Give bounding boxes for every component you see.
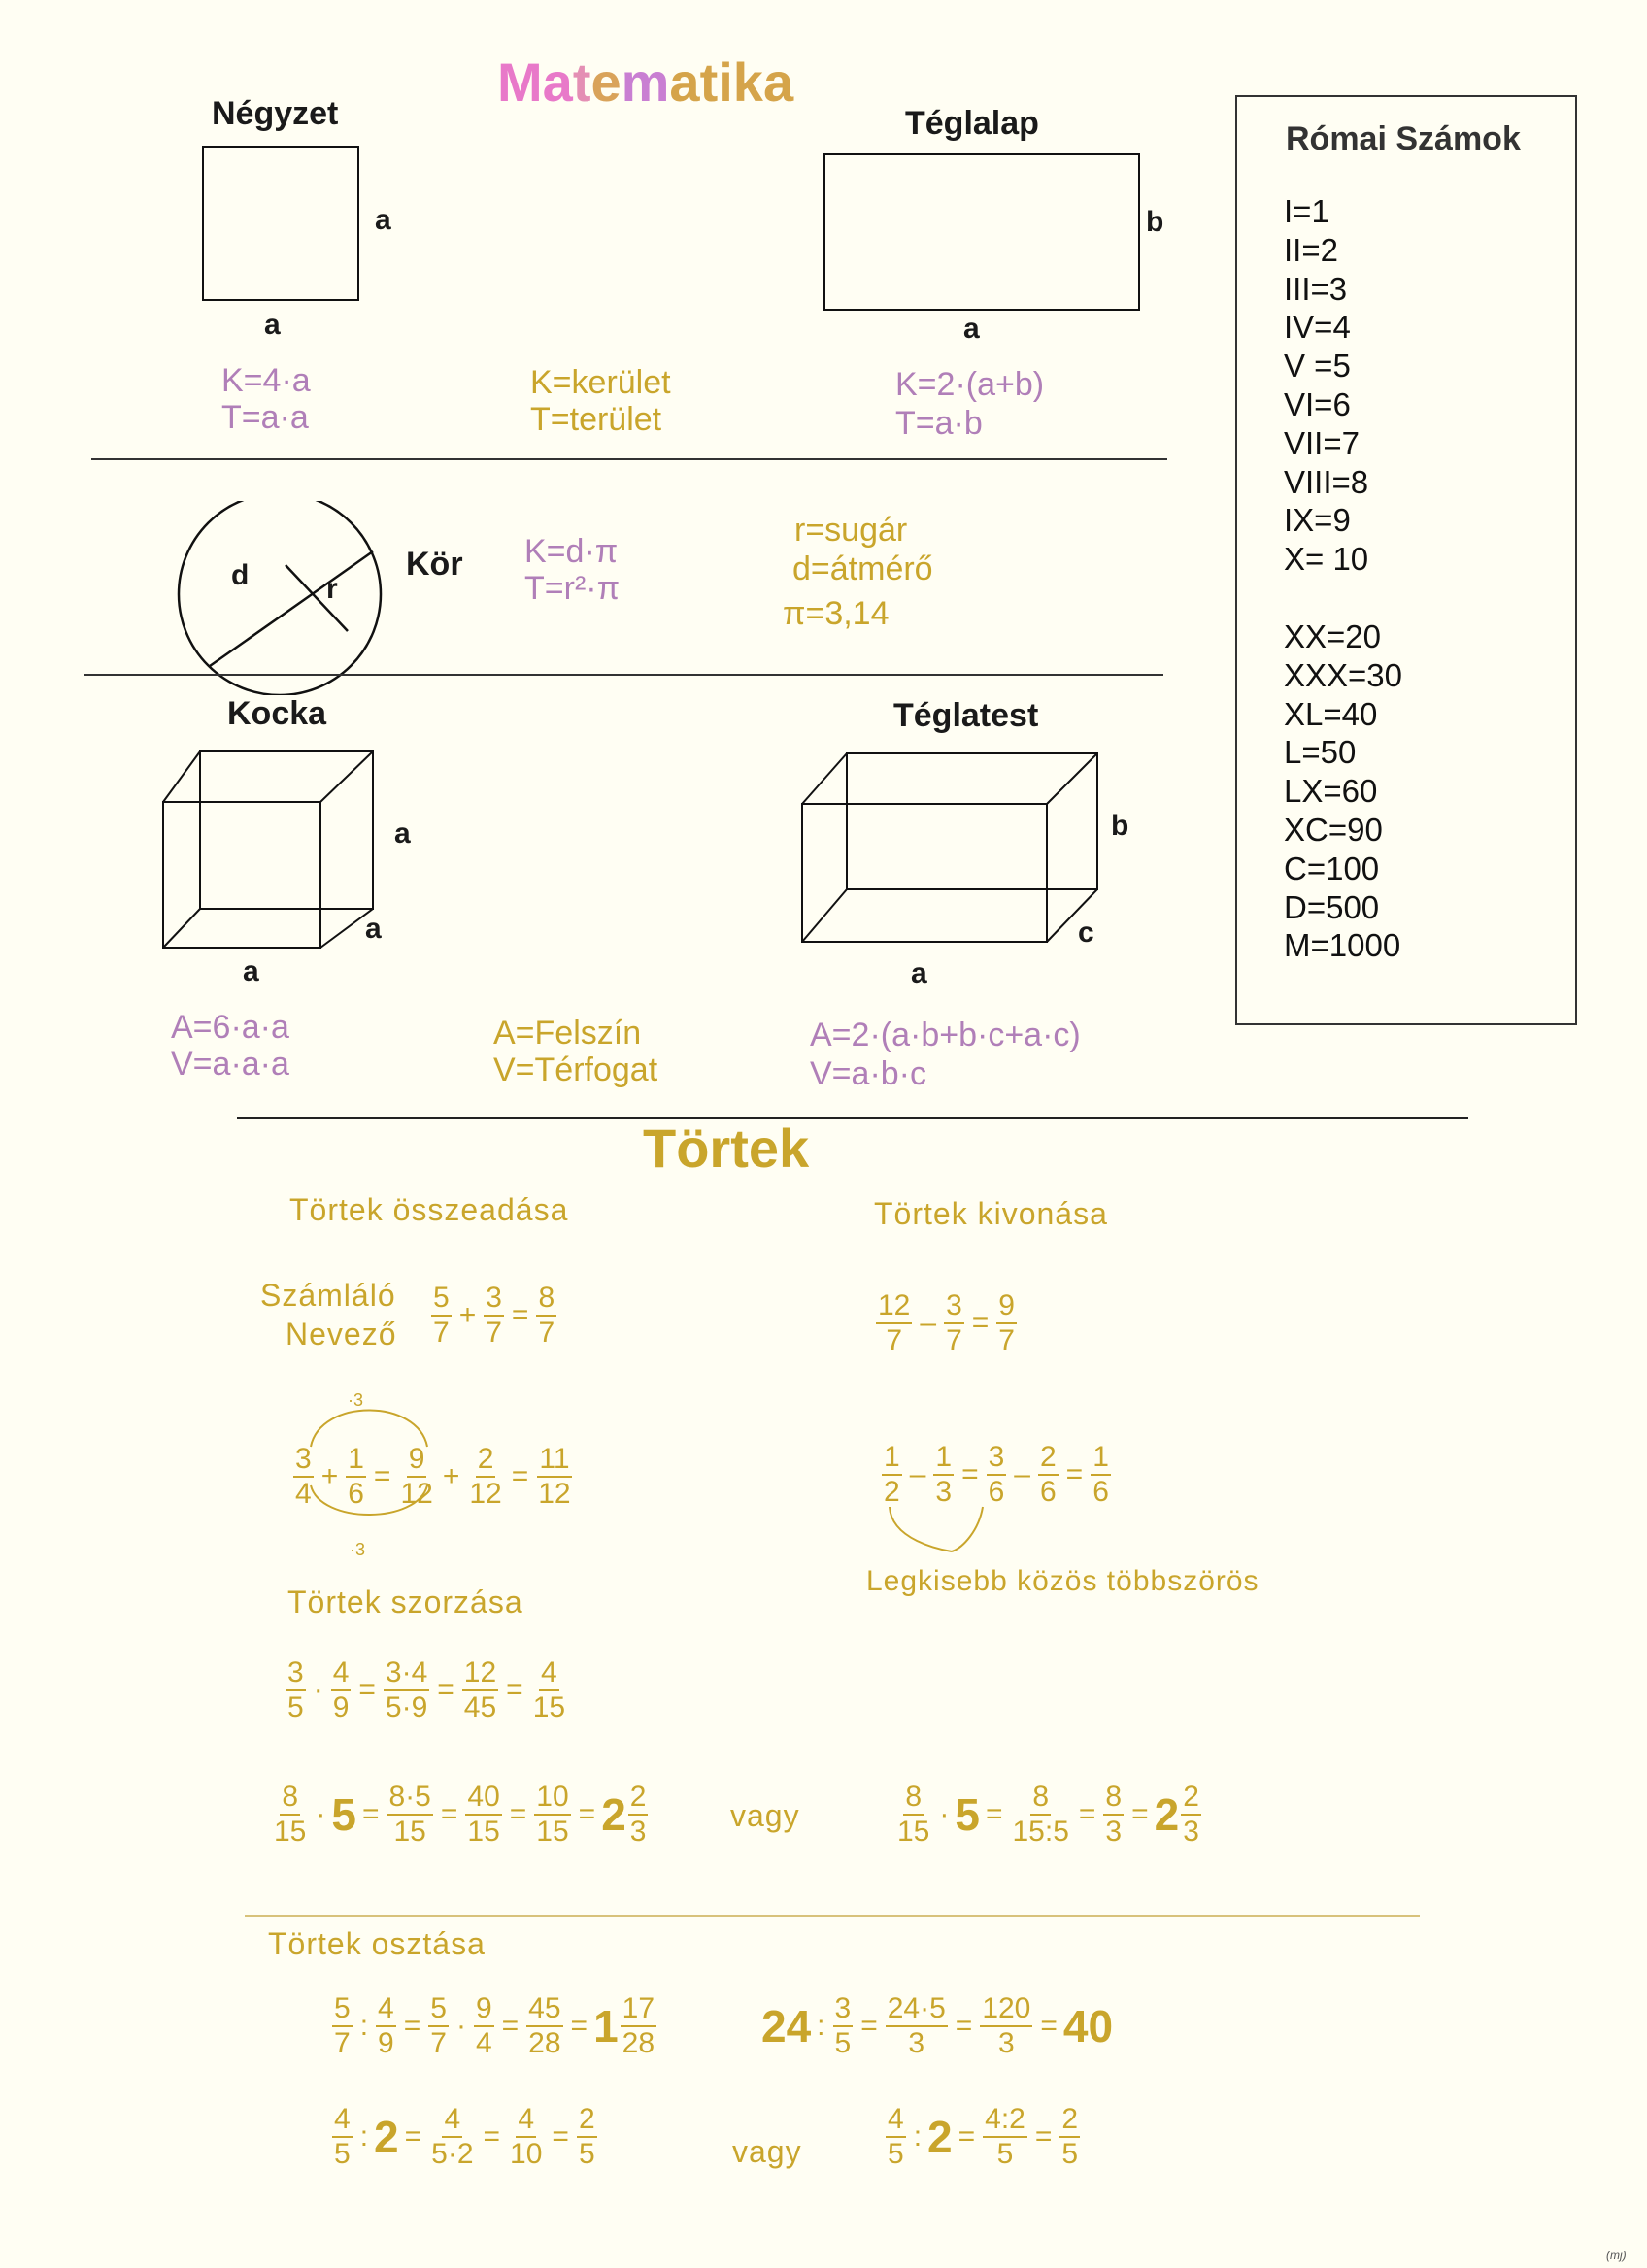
or-label-2: vagy [732, 2134, 802, 2169]
page-title [497, 50, 793, 114]
division-example-3: $\frac{4}{5}$ : 2 = $\frac{4}{5\cdot 2}$ = $\frac{4}{10}$ = $\frac{2}{5}$ [334, 2103, 595, 2170]
cuboid-diagram [796, 748, 1107, 951]
cube-side-depth: a [365, 913, 382, 945]
addition-example-2: $\frac{3}{4}$ + $\frac{1}{6}$ = $\frac{9}{12}$ + $\frac{2}{12}$ = $\frac{11}{12}$ [295, 1443, 571, 1510]
roman-numeral-item: C=100 [1284, 850, 1380, 886]
roman-numeral-item: IX=9 [1284, 502, 1351, 539]
square-side-bottom: a [264, 309, 281, 341]
multiplication-example-1: $\frac{3}{5}$ · $\frac{4}{9}$ = $\frac{3\cdot 4}{5\cdot 9}$ = $\frac{12}{45}$ = $\frac{4}{15}$ [287, 1656, 566, 1723]
square-shape [202, 146, 359, 301]
cuboid-side-depth: c [1078, 917, 1094, 949]
division-example-4: $\frac{4}{5}$ : 2 = $\frac{4:2}{5}$ = $\frac{2}{5}$ [888, 2103, 1079, 2170]
circle-radius-legend: r=sugár [794, 512, 908, 549]
times3-top-label: ·3 [348, 1390, 364, 1410]
title-letter: e [590, 51, 622, 113]
cuboid-side-right: b [1111, 810, 1129, 842]
times3-bottom-label: ·3 [350, 1540, 366, 1559]
roman-list-tens [1284, 617, 1402, 965]
cube-volume-formula: V=a·a·a [171, 1046, 289, 1083]
title-letter: i [718, 51, 733, 113]
roman-numeral-item: D=500 [1284, 888, 1380, 925]
cuboid-side-bottom: a [911, 957, 927, 989]
roman-numeral-item: L=50 [1284, 734, 1357, 771]
legend-volume: V=Térfogat [493, 1051, 658, 1088]
fraction-division-title: Törtek osztása [268, 1926, 486, 1961]
cuboid-surface-formula: A=2·(a·b+b·c+a·c) [810, 1017, 1081, 1053]
circle-perimeter-formula: K=d·π [524, 533, 619, 570]
roman-numeral-item: V =5 [1284, 348, 1351, 384]
multiplication-example-2: $\frac{8}{15}$ · 5 = $\frac{8\cdot 5}{15}$ = $\frac{40}{15}$ = $\frac{10}{15}$ = 2 $\frac{2}{3}$ [274, 1781, 647, 1848]
divider-3 [237, 1117, 1468, 1119]
fraction-multiplication-title: Törtek szorzása [287, 1584, 523, 1619]
circle-title: Kör [406, 546, 463, 583]
roman-numeral-item: M=1000 [1284, 927, 1401, 964]
roman-list-units [1284, 192, 1368, 579]
square-side-right: a [375, 204, 391, 236]
lcm-label: Legkisebb közös többszörös [866, 1565, 1260, 1597]
cube-diagram [155, 746, 388, 959]
denominator-label: Nevező [286, 1317, 397, 1351]
title-letter: a [542, 51, 573, 113]
title-letter: M [497, 51, 543, 113]
roman-numeral-item: III=3 [1284, 270, 1348, 307]
lcm-bracket [882, 1501, 998, 1559]
roman-numeral-item: VII=7 [1284, 424, 1360, 461]
square-title: Négyzet [212, 95, 339, 132]
circle-pi-legend: π=3,14 [783, 595, 890, 632]
divider-2 [84, 674, 1163, 676]
title-letter: m [621, 51, 670, 113]
rectangle-side-right: b [1146, 206, 1164, 238]
title-letter: a [762, 51, 794, 113]
title-letter: k [732, 51, 763, 113]
cuboid-volume-formula: V=a·b·c [810, 1055, 926, 1092]
roman-numerals-title: Római Számok [1286, 120, 1521, 157]
legend-perimeter: K=kerület [530, 364, 671, 401]
title-letter: t [572, 51, 591, 113]
roman-numeral-item: X= 10 [1284, 541, 1369, 578]
circle-diameter-legend: d=átmérő [792, 550, 933, 587]
roman-numeral-item: VIII=8 [1284, 463, 1369, 500]
rectangle-shape [824, 153, 1140, 311]
rectangle-area-formula: T=a·b [895, 405, 983, 442]
fraction-addition-title: Törtek összeadása [289, 1192, 569, 1227]
cube-side-right: a [394, 817, 411, 850]
author-signature: (mj) [1606, 2249, 1627, 2262]
legend-area: T=terület [530, 401, 662, 438]
title-letter: t [699, 51, 719, 113]
roman-numeral-item: XL=40 [1284, 695, 1378, 732]
legend-surface: A=Felszín [493, 1015, 642, 1051]
circle-area-formula: T=r²·π [524, 570, 621, 607]
rectangle-title: Téglalap [905, 105, 1039, 142]
multiplication-example-3: $\frac{8}{15}$ · 5 = $\frac{8}{15:5}$ = $\frac{8}{3}$ = 2 $\frac{2}{3}$ [897, 1781, 1199, 1848]
cube-surface-formula: A=6·a·a [171, 1009, 289, 1046]
roman-numeral-item: VI=6 [1284, 385, 1351, 422]
roman-numeral-item: LX=60 [1284, 773, 1378, 810]
addition-example-1: $\frac{5}{7}$ + $\frac{3}{7}$ = $\frac{8}{7}$ [433, 1282, 555, 1349]
subtraction-example-1: $\frac{12}{7}$ – $\frac{3}{7}$ = $\frac{9}{7}$ [878, 1289, 1015, 1356]
square-perimeter-formula: K=4·a [221, 362, 311, 399]
cube-side-bottom: a [243, 955, 259, 987]
circle-diameter-label: d [231, 559, 250, 591]
circle-radius-label: r [326, 573, 338, 605]
roman-numeral-item: II=2 [1284, 231, 1338, 268]
rectangle-perimeter-formula: K=2·(a+b) [895, 366, 1045, 403]
roman-numeral-item: I=1 [1284, 193, 1329, 229]
divider-4 [245, 1915, 1420, 1917]
division-example-1: $\frac{5}{7}$ : $\frac{4}{9}$ = $\frac{5}{7}$ · $\frac{9}{4}$ = $\frac{45}{28}$ = 1 $\frac{17}{28}$ [334, 1992, 655, 2059]
fractions-title: Törtek [643, 1117, 810, 1179]
fraction-subtraction-title: Törtek kivonása [874, 1196, 1108, 1231]
cube-title: Kocka [227, 695, 327, 732]
or-label-1: vagy [730, 1798, 800, 1833]
square-area-formula: T=a·a [221, 399, 309, 436]
divider-1 [91, 458, 1167, 460]
numerator-label: Számláló [260, 1278, 396, 1313]
roman-numeral-item: IV=4 [1284, 309, 1351, 346]
roman-numeral-item: XC=90 [1284, 811, 1383, 848]
roman-numeral-item: XXX=30 [1284, 656, 1403, 693]
roman-numeral-item: XX=20 [1284, 618, 1381, 654]
division-example-2: 24 : $\frac{3}{5}$ = $\frac{24\cdot 5}{3}$ = $\frac{120}{3}$ = 40 [761, 1992, 1114, 2059]
circle-diagram [175, 501, 388, 695]
roman-numerals-panel [1235, 95, 1577, 1025]
title-letter: a [669, 51, 700, 113]
rectangle-side-bottom: a [963, 313, 980, 345]
cuboid-title: Téglatest [893, 697, 1039, 734]
subtraction-example-2: $\frac{1}{2}$ – $\frac{1}{3}$ = $\frac{3}{6}$ – $\frac{2}{6}$ = $\frac{1}{6}$ [884, 1441, 1109, 1508]
